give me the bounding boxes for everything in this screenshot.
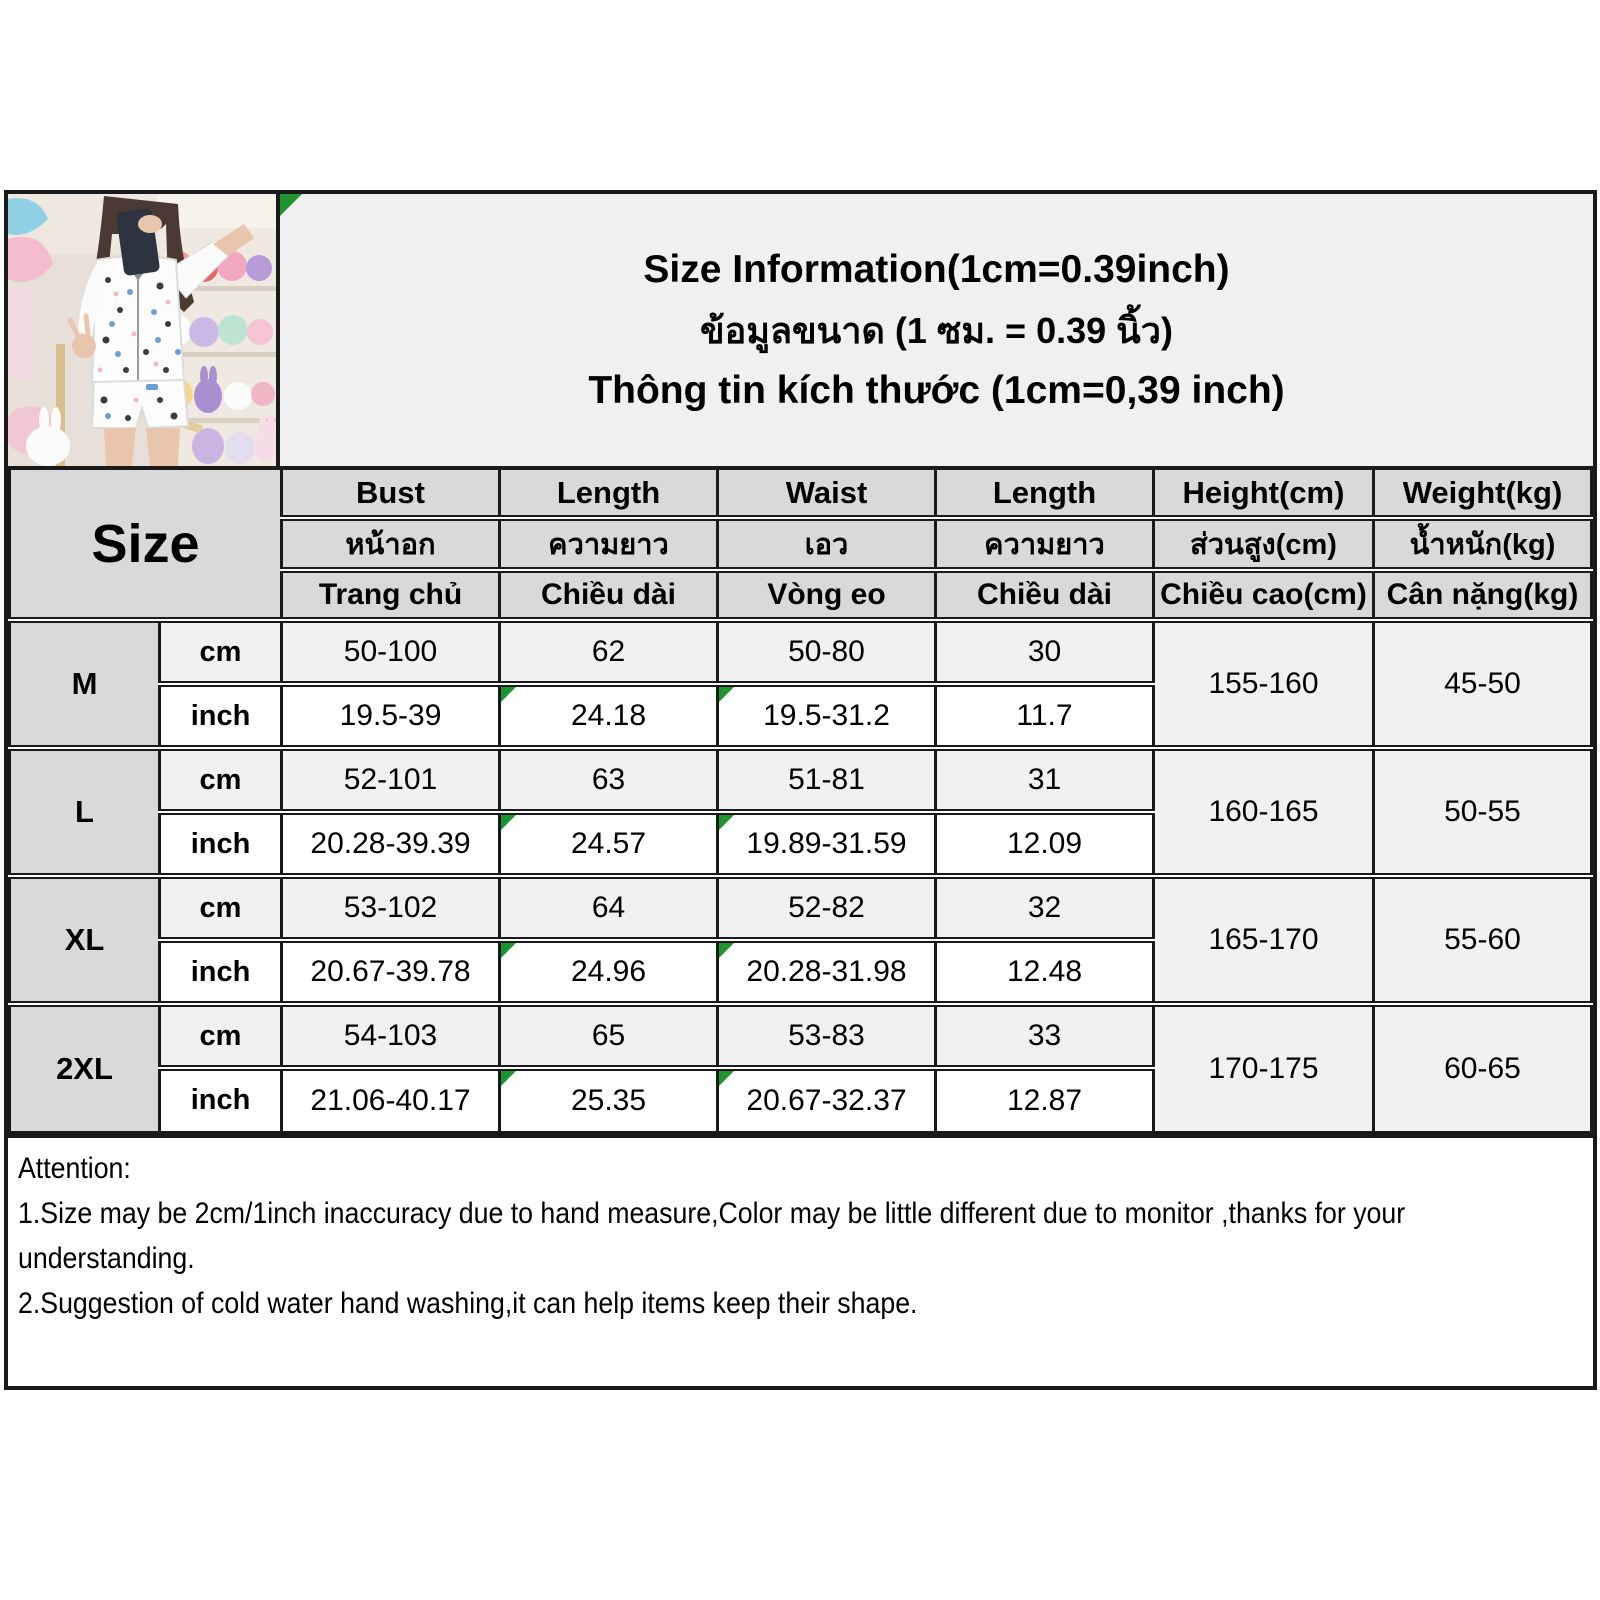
data-cell: 19.5-31.2 bbox=[718, 684, 936, 748]
title-line-vietnamese: Thông tin kích thước (1cm=0,39 inch) bbox=[588, 368, 1285, 412]
row-m-cm bbox=[10, 620, 1592, 684]
header-cell-th: ความยาว bbox=[936, 518, 1154, 570]
excel-flag-icon bbox=[280, 194, 302, 216]
data-cell: 12.09 bbox=[936, 812, 1154, 876]
attention-line-1: 1.Size may be 2cm/1inch inaccuracy due to hand measure,Color may be little different due to monitor ,thanks for your understanding. bbox=[18, 1196, 1406, 1275]
data-cell: 30 bbox=[936, 620, 1154, 684]
attention-section bbox=[8, 1134, 1593, 1386]
row-2xl-cm bbox=[10, 1004, 1592, 1068]
header-cell-length-bottom: Length bbox=[936, 468, 1154, 518]
header-cell-th: ความยาว bbox=[500, 518, 718, 570]
data-cell: 53-83 bbox=[718, 1004, 936, 1068]
weight-cell: 55-60 bbox=[1374, 876, 1592, 1004]
attention-text bbox=[18, 1146, 1578, 1326]
header-cell-vi: Chiều dài bbox=[936, 570, 1154, 620]
unit-cell-cm: cm bbox=[160, 748, 282, 812]
unit-cell-inch: inch bbox=[160, 1068, 282, 1132]
photo-illustration bbox=[8, 194, 276, 466]
unit-cell-cm: cm bbox=[160, 876, 282, 940]
header-cell-vi: Cân nặng(kg) bbox=[1374, 570, 1592, 620]
attention-line-2: 2.Suggestion of cold water hand washing,it can help items keep their shape. bbox=[18, 1286, 918, 1320]
data-cell: 50-100 bbox=[282, 620, 500, 684]
data-cell: 64 bbox=[500, 876, 718, 940]
header-row-english bbox=[10, 468, 1592, 518]
data-cell: 25.35 bbox=[500, 1068, 718, 1132]
size-label-2xl: 2XL bbox=[10, 1004, 160, 1132]
size-table bbox=[8, 466, 1593, 1134]
height-cell: 170-175 bbox=[1154, 1004, 1374, 1132]
weight-cell: 45-50 bbox=[1374, 620, 1592, 748]
unit-cell-cm: cm bbox=[160, 620, 282, 684]
header-cell-th: หน้าอก bbox=[282, 518, 500, 570]
size-label-xl: XL bbox=[10, 876, 160, 1004]
title-line-english: Size Information(1cm=0.39inch) bbox=[643, 247, 1230, 291]
height-cell: 155-160 bbox=[1154, 620, 1374, 748]
data-cell: 20.28-31.98 bbox=[718, 940, 936, 1004]
weight-cell: 60-65 bbox=[1374, 1004, 1592, 1132]
data-cell: 65 bbox=[500, 1004, 718, 1068]
header-cell-length-top: Length bbox=[500, 468, 718, 518]
title-box bbox=[280, 194, 1593, 466]
data-cell: 12.48 bbox=[936, 940, 1154, 1004]
data-cell: 33 bbox=[936, 1004, 1154, 1068]
header-cell-bust: Bust bbox=[282, 468, 500, 518]
header-cell-th: ส่วนสูง(cm) bbox=[1154, 518, 1374, 570]
unit-cell-cm: cm bbox=[160, 1004, 282, 1068]
header-cell-vi: Vòng eo bbox=[718, 570, 936, 620]
data-cell: 32 bbox=[936, 876, 1154, 940]
size-label-l: L bbox=[10, 748, 160, 876]
height-cell: 160-165 bbox=[1154, 748, 1374, 876]
data-cell: 20.28-39.39 bbox=[282, 812, 500, 876]
data-cell: 50-80 bbox=[718, 620, 936, 684]
data-cell: 20.67-39.78 bbox=[282, 940, 500, 1004]
data-cell: 24.18 bbox=[500, 684, 718, 748]
row-xl-cm bbox=[10, 876, 1592, 940]
data-cell: 53-102 bbox=[282, 876, 500, 940]
header-cell-th: เอว bbox=[718, 518, 936, 570]
weight-cell: 50-55 bbox=[1374, 748, 1592, 876]
data-cell: 52-82 bbox=[718, 876, 936, 940]
data-cell: 11.7 bbox=[936, 684, 1154, 748]
top-section bbox=[8, 194, 1593, 466]
data-cell: 62 bbox=[500, 620, 718, 684]
data-cell: 54-103 bbox=[282, 1004, 500, 1068]
data-cell: 63 bbox=[500, 748, 718, 812]
data-cell: 19.5-39 bbox=[282, 684, 500, 748]
attention-heading: Attention: bbox=[18, 1151, 131, 1185]
header-cell-th: น้ำหนัก(kg) bbox=[1374, 518, 1592, 570]
data-cell: 20.67-32.37 bbox=[718, 1068, 936, 1132]
title-line-thai: ข้อมูลขนาด (1 ซม. = 0.39 นิ้ว) bbox=[700, 309, 1173, 351]
size-corner-cell: Size bbox=[10, 468, 282, 620]
data-cell: 52-101 bbox=[282, 748, 500, 812]
data-cell: 19.89-31.59 bbox=[718, 812, 936, 876]
data-cell: 51-81 bbox=[718, 748, 936, 812]
row-l-cm bbox=[10, 748, 1592, 812]
size-label-m: M bbox=[10, 620, 160, 748]
height-cell: 165-170 bbox=[1154, 876, 1374, 1004]
unit-cell-inch: inch bbox=[160, 684, 282, 748]
sheet bbox=[4, 190, 1597, 1390]
data-cell: 12.87 bbox=[936, 1068, 1154, 1132]
data-cell: 24.96 bbox=[500, 940, 718, 1004]
header-cell-vi: Chiều dài bbox=[500, 570, 718, 620]
header-cell-height: Height(cm) bbox=[1154, 468, 1374, 518]
header-cell-vi: Trang chủ bbox=[282, 570, 500, 620]
unit-cell-inch: inch bbox=[160, 940, 282, 1004]
product-photo bbox=[8, 194, 280, 466]
unit-cell-inch: inch bbox=[160, 812, 282, 876]
header-cell-waist: Waist bbox=[718, 468, 936, 518]
data-cell: 31 bbox=[936, 748, 1154, 812]
header-cell-weight: Weight(kg) bbox=[1374, 468, 1592, 518]
header-cell-vi: Chiều cao(cm) bbox=[1154, 570, 1374, 620]
data-cell: 24.57 bbox=[500, 812, 718, 876]
data-cell: 21.06-40.17 bbox=[282, 1068, 500, 1132]
